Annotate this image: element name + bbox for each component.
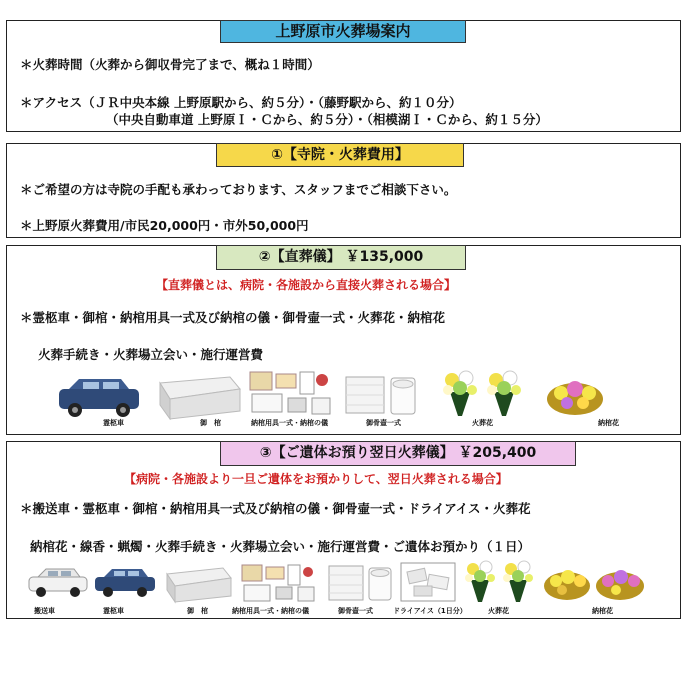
direct-items-line-2: 火葬手続き・火葬場立会い・施行運営費 bbox=[38, 347, 264, 362]
custody-coffin-flower-caption: 納棺花 bbox=[592, 607, 613, 615]
custody-hearse-image bbox=[92, 565, 158, 601]
transport-car-image bbox=[26, 565, 90, 601]
temple-line-1: ＊ご希望の方は寺院の手配も承わっております、スタッフまでご相談下さい。 bbox=[20, 182, 457, 197]
urn-caption: 御骨壷一式 bbox=[366, 419, 401, 427]
custody-items-line-1: ＊搬送車・霊柩車・御棺・納棺用具一式及び納棺の儀・御骨壷一式・ドライアイス・火葬花 bbox=[20, 501, 531, 516]
transport-car-caption: 搬送車 bbox=[34, 607, 55, 615]
direct-note: 【直葬儀とは、病院・各施設から直接火葬される場合】 bbox=[156, 278, 457, 292]
custody-coffin-caption: 御 棺 bbox=[187, 607, 208, 615]
access-line-1: ＊アクセス（ＪＲ中央本線 上野原駅から、約５分）・（藤野駅から、約１０分） bbox=[20, 95, 462, 110]
urn-box-image bbox=[389, 376, 417, 416]
custody-items-line-2: 納棺花・線香・蝋燭・火葬手続き・火葬場立会い・施行運営費・ご遺体お預かり（１日） bbox=[30, 539, 531, 554]
custody-coffin-image bbox=[165, 566, 233, 604]
custody-tools-image bbox=[240, 563, 318, 605]
custody-tools-caption: 納棺用具一式・納棺の儀 bbox=[232, 607, 309, 615]
temple-fee-line: ＊上野原火葬費用/市民20,000円・市外50,000円 bbox=[20, 218, 309, 233]
coffin-caption: 御 棺 bbox=[200, 419, 221, 427]
dry-ice-caption: ドライアイス（1日分） bbox=[393, 607, 467, 615]
custody-note: 【病院・各施設より一旦ご遺体をお預かりして、翌日火葬される場合】 bbox=[124, 472, 508, 486]
custody-hearse-caption: 霊柩車 bbox=[103, 607, 124, 615]
access-line-2: （中央自動車道 上野原Ｉ・Ｃから、約５分）・（相模湖Ｉ・Ｃから、約１５分） bbox=[106, 112, 548, 127]
direct-items-line-1: ＊霊柩車・御棺・納棺用具一式及び納棺の儀・御骨壷一式・火葬花・納棺花 bbox=[20, 310, 446, 325]
custody-coffin-flower-left-image bbox=[542, 564, 592, 602]
custody-flower-left-image bbox=[462, 558, 498, 604]
coffin-tools-image bbox=[248, 370, 334, 418]
info-title: 上野原市火葬場案内 bbox=[220, 20, 466, 43]
cremation-flower-right-image bbox=[484, 368, 524, 418]
cremation-flower-left-image bbox=[440, 368, 480, 418]
coffin-image bbox=[158, 375, 242, 420]
custody-urn-box-image bbox=[367, 566, 393, 602]
urn-image bbox=[343, 373, 387, 417]
coffin-flower-caption: 納棺花 bbox=[598, 419, 619, 427]
coffin-flower-image bbox=[545, 373, 605, 417]
custody-title: ③【ご遺体お預り翌日火葬儀】 ￥205,400 bbox=[220, 441, 576, 466]
custody-flower-right-image bbox=[500, 558, 536, 604]
coffin-tools-caption: 納棺用具一式・納棺の儀 bbox=[251, 419, 328, 427]
hours-text: ＊火葬時間（火葬から御収骨完了まで、概ね１時間） bbox=[20, 57, 320, 72]
temple-title: ①【寺院・火葬費用】 bbox=[216, 143, 464, 167]
cremation-flower-caption: 火葬花 bbox=[472, 419, 493, 427]
custody-flower-caption: 火葬花 bbox=[488, 607, 509, 615]
hearse-image bbox=[55, 375, 143, 420]
custody-urn-image bbox=[326, 563, 366, 603]
custody-coffin-flower-right-image bbox=[594, 564, 646, 602]
hearse-caption: 霊柩車 bbox=[103, 419, 124, 427]
direct-title: ②【直葬儀】 ￥135,000 bbox=[216, 245, 466, 270]
dry-ice-image bbox=[400, 562, 456, 602]
custody-urn-caption: 御骨壷一式 bbox=[338, 607, 373, 615]
